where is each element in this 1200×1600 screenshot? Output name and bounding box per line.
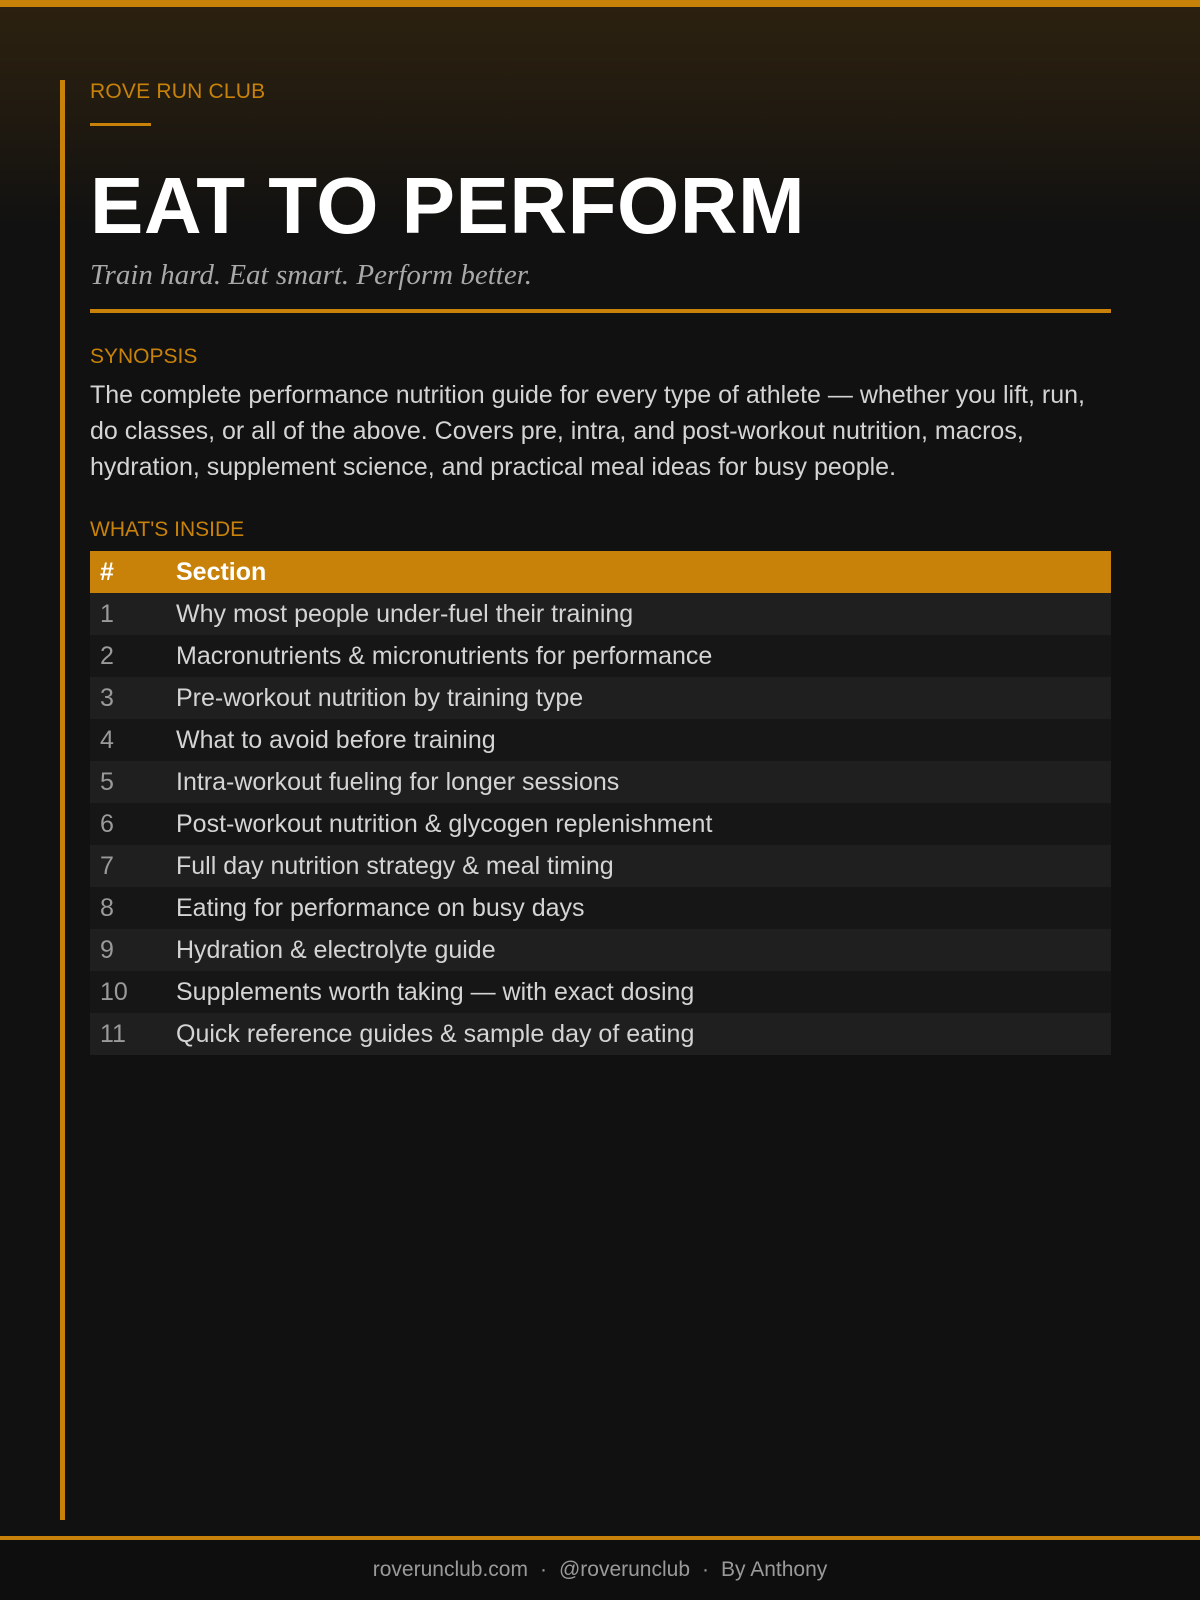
synopsis-text: The complete performance nutrition guide for every type of athlete — whether you lift, run, do classes, or all of the above. Covers pre, intra, and post-workout nutrition, macros, hydration, supplement science, and practical meal ideas for busy people.	[90, 381, 1085, 481]
table-row	[90, 635, 1111, 677]
table-row	[90, 677, 1111, 719]
table-row	[90, 719, 1111, 761]
row-section: Hydration & electrolyte guide	[176, 929, 1111, 971]
footer-separator: ·	[539, 1558, 547, 1581]
footer	[0, 1540, 1200, 1600]
row-section: Pre-workout nutrition by training type	[176, 677, 1111, 719]
row-number: 4	[90, 719, 176, 761]
row-section: Intra-workout fueling for longer sessions	[176, 761, 1111, 803]
brand-name: ROVE RUN CLUB	[90, 80, 266, 103]
synopsis-heading: SYNOPSIS	[90, 345, 198, 368]
footer-website: roverunclub.com	[372, 1558, 528, 1581]
row-number: 5	[90, 761, 176, 803]
page-subtitle: Train hard. Eat smart. Perform better.	[90, 259, 533, 291]
row-section: What to avoid before training	[176, 719, 1111, 761]
row-number: 3	[90, 677, 176, 719]
header-section: Section	[176, 551, 1111, 593]
left-accent-rule	[60, 80, 65, 1520]
table-row	[90, 887, 1111, 929]
row-number: 9	[90, 929, 176, 971]
row-section: Macronutrients & micronutrients for performance	[176, 635, 1111, 677]
row-section: Post-workout nutrition & glycogen replenishment	[176, 803, 1111, 845]
row-number: 10	[90, 971, 176, 1013]
footer-separator: ·	[702, 1558, 710, 1581]
table-row	[90, 929, 1111, 971]
header-number: #	[90, 551, 176, 593]
footer-handle: @roverunclub	[558, 1558, 691, 1581]
row-section: Why most people under-fuel their training	[176, 593, 1111, 635]
title-divider	[90, 309, 1111, 313]
document-content	[90, 80, 1111, 1055]
contents-table	[90, 551, 1111, 1055]
row-section: Eating for performance on busy days	[176, 887, 1111, 929]
top-accent-bar	[0, 0, 1200, 7]
row-number: 6	[90, 803, 176, 845]
table-row	[90, 803, 1111, 845]
row-section: Supplements worth taking — with exact dosing	[176, 971, 1111, 1013]
row-number: 11	[90, 1013, 176, 1055]
row-section: Full day nutrition strategy & meal timing	[176, 845, 1111, 887]
row-number: 2	[90, 635, 176, 677]
brand-underline	[90, 123, 151, 126]
table-row	[90, 971, 1111, 1013]
row-number: 1	[90, 593, 176, 635]
table-row	[90, 1013, 1111, 1055]
table-row	[90, 845, 1111, 887]
footer-author: By Anthony	[721, 1558, 828, 1581]
row-section: Quick reference guides & sample day of eating	[176, 1013, 1111, 1055]
row-number: 7	[90, 845, 176, 887]
page-title: EAT TO PERFORM	[90, 161, 806, 250]
table-header-row	[90, 551, 1111, 593]
row-number: 8	[90, 887, 176, 929]
table-row	[90, 593, 1111, 635]
table-row	[90, 761, 1111, 803]
contents-heading: WHAT'S INSIDE	[90, 518, 245, 541]
